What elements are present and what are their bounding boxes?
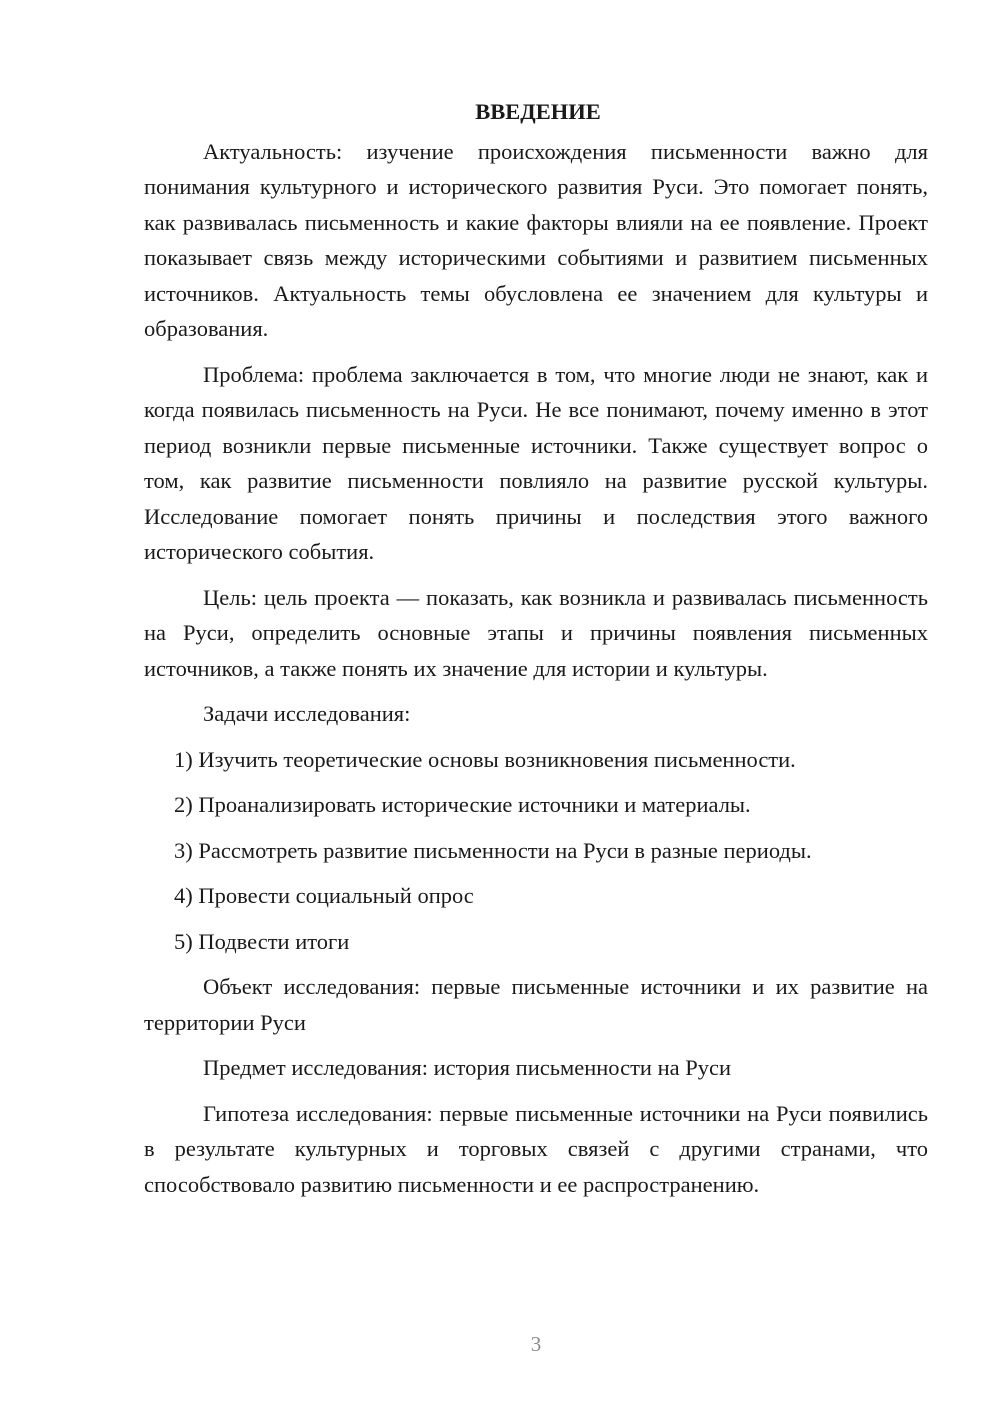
paragraph-goal: Цель: цель проекта — показать, как возникла и развивалась письменность на Руси, определить основные этапы и причины появления письменных источников, а также понять их значение для истории и культуры. bbox=[144, 584, 928, 681]
paragraph-hypothesis: Гипотеза исследования: первые письменные источники на Руси появились в результате культурных и торговых связей с другими странами, что способствовало развитию письменности и ее распространению. bbox=[144, 1100, 928, 1197]
page-body bbox=[144, 94, 928, 1212]
task-item: 1) Изучить теоретические основы возникновения письменности. bbox=[174, 746, 796, 772]
task-item: 2) Проанализировать исторические источники и материалы. bbox=[174, 792, 751, 817]
paragraph-object: Объект исследования: первые письменные источники и их развитие на территории Руси bbox=[144, 974, 928, 1035]
task-item: 3) Рассмотреть развитие письменности на Руси в разные периоды. bbox=[174, 837, 812, 863]
paragraph-subject: Предмет исследования: история письменности на Руси bbox=[203, 1055, 732, 1080]
tasks-heading: Задачи исследования: bbox=[203, 701, 411, 726]
section-title: ВВЕДЕНИЕ bbox=[475, 99, 601, 124]
paragraph-problem: Проблема: проблема заключается в том, что многие люди не знают, как и когда появилась письменность на Руси. Не все понимают, почему именно в этот период возникли первые письменные источники. Также существует вопрос о том, как развитие письменности повлияло на развитие русской культуры. Исследование помогает понять причины и последствия этого важного исторического события. bbox=[144, 361, 928, 564]
page-number: 3 bbox=[530, 1332, 542, 1356]
tasks-list bbox=[144, 742, 928, 960]
task-item: 5) Подвести итоги bbox=[174, 928, 350, 954]
paragraph-relevance: Актуальность: изучение происхождения письменности важно для понимания культурного и исторического развития Руси. Это помогает понять, как развивалась письменность и какие факторы влияли на ее появление. Проект показывает связь между историческими событиями и развитием письменных источников. Актуальность темы обусловлена ее значением для культуры и образования. bbox=[144, 138, 928, 341]
task-item: 4) Провести социальный опрос bbox=[174, 883, 474, 908]
